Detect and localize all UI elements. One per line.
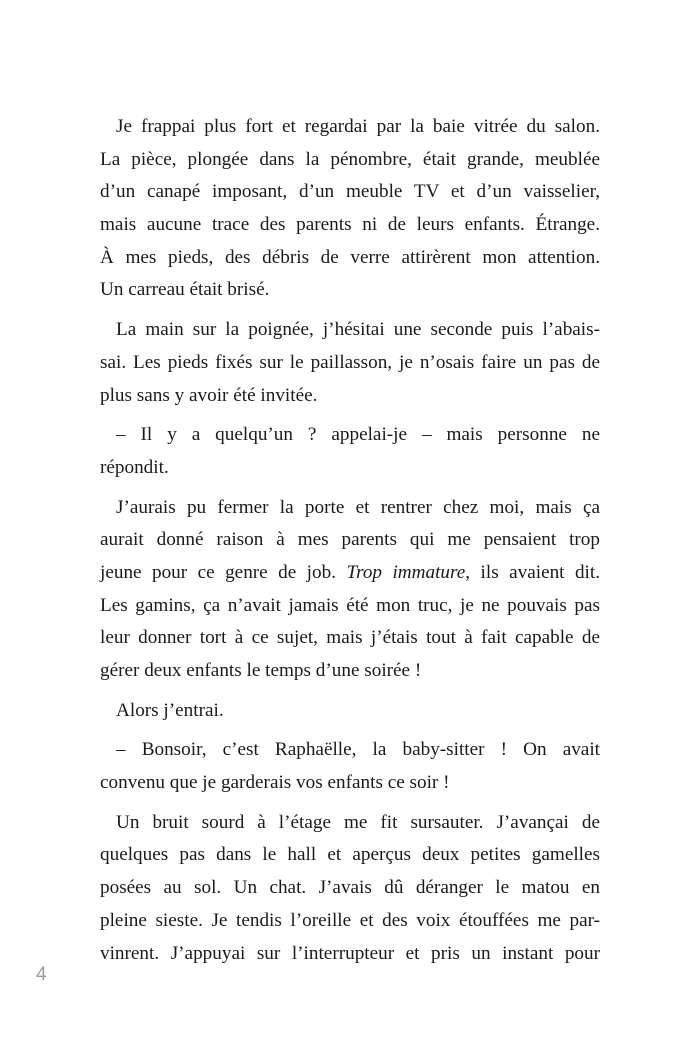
text-line: Les gamins, ça n’avait jamais été mon truc, je ne pouvais pas — [100, 594, 600, 616]
text-line: répondit. — [100, 456, 169, 478]
page-number: 4 — [36, 964, 47, 985]
italic-phrase: Trop immature — [346, 561, 466, 583]
text-line: gérer deux enfants le temps d’une soirée ! — [100, 660, 422, 681]
text-line: convenu que je garderais vos enfants ce soir ! — [100, 772, 450, 794]
text-line: mais aucune trace des parents ni de leurs enfants. Étrange. — [100, 214, 600, 236]
text-line: quelques pas dans le hall et aperçus deux petites gamelles — [100, 844, 600, 866]
text-line: aurait donné raison à mes parents qui me pensaient trop — [100, 529, 600, 551]
text-segment: jeune pour ce genre de job. — [100, 561, 347, 583]
text-line: – Bonsoir, c’est Raphaëlle, la baby-sitter ! On avait — [116, 739, 600, 761]
text-line: La pièce, plongée dans la pénombre, était grande, meublée — [100, 148, 600, 170]
text-line: leur donner tort à ce sujet, mais j’étais tout à fait capable de — [100, 627, 600, 649]
text-line: Je frappai plus fort et regardai par la baie vitrée du salon. — [116, 116, 600, 137]
text-line: sai. Les pieds fixés sur le paillasson, je n’osais faire un pas de — [100, 351, 600, 373]
body-text — [100, 111, 600, 970]
text-segment: , ils avaient dit. — [465, 561, 600, 583]
text-line-with-italic — [100, 557, 600, 590]
text-line: plus sans y avoir été invitée. — [100, 384, 318, 406]
text-line: J’aurais pu fermer la porte et rentrer chez moi, mais ça — [116, 496, 600, 518]
text-line: Un carreau était brisé. — [100, 279, 270, 301]
text-line: d’un canapé imposant, d’un meuble TV et d’un vaisselier, — [100, 181, 600, 203]
text-line: À mes pieds, des débris de verre attirèrent mon attention. — [100, 246, 600, 268]
text-line: La main sur la poignée, j’hésitai une seconde puis l’abais- — [116, 319, 600, 341]
text-line: Un bruit sourd à l’étage me fit sursauter. J’avançai de — [116, 811, 600, 833]
text-line: Alors j’entrai. — [116, 699, 224, 721]
text-line: pleine sieste. Je tendis l’oreille et des voix étouffées me par- — [100, 909, 600, 931]
text-line: vinrent. J’appuyai sur l’interrupteur et pris un instant pour — [100, 942, 600, 964]
text-line: – Il y a quelqu’un ? appelai-je – mais personne ne — [116, 424, 600, 446]
text-line: posées au sol. Un chat. J’avais dû déranger le matou en — [100, 877, 600, 899]
